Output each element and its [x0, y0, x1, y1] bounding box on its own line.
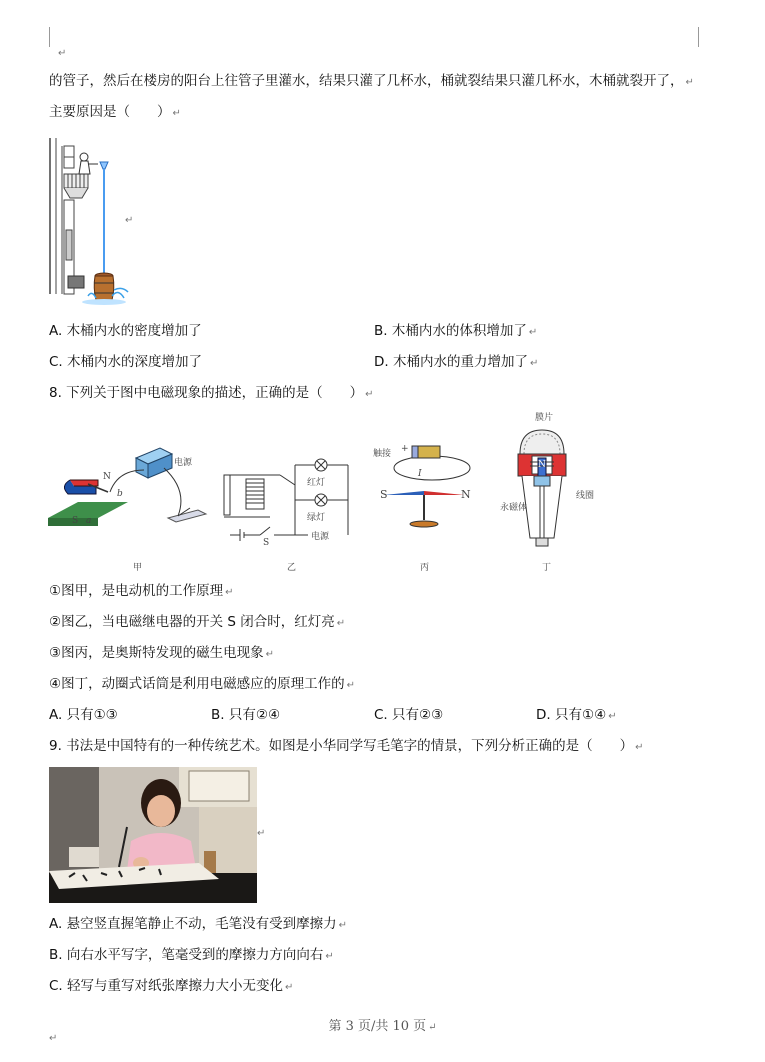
q8-stem-text: 8. 下列关于图中电磁现象的描述，正确的是（ ） — [49, 385, 364, 401]
return-mark: ↵ — [346, 680, 355, 691]
yi-label-green: 绿灯 — [307, 513, 326, 523]
q8-statement-4 — [49, 675, 355, 695]
q8-option-b[interactable] — [211, 706, 280, 724]
q7-line2: 主要原因是（ ） — [49, 104, 171, 120]
return-mark: ↵ — [125, 215, 134, 226]
q9-option-b-text: B. 向右水平写字，笔毫受到的摩擦力方向向右 — [49, 947, 324, 963]
q7-text-line1 — [49, 72, 694, 92]
figure-ding-svg — [510, 420, 575, 550]
q9-photo-calligraphy — [49, 767, 257, 903]
jia-label-N: N — [103, 472, 111, 482]
q7-figure-svg — [48, 136, 130, 306]
bing-label-plus: + — [401, 444, 409, 454]
q8-statement-4-text: ④图丁，动圈式话筒是利用电磁感应的原理工作的 — [49, 676, 345, 692]
q8-statement-3 — [49, 644, 274, 664]
return-mark: ↵ — [325, 951, 334, 962]
return-mark: ↵ — [338, 920, 347, 931]
q8-option-a-text: A. 只有①③ — [49, 707, 118, 723]
q8-option-b-text: B. 只有②④ — [211, 707, 281, 723]
q7-option-a-text: A. 木桶内水的密度增加了 — [49, 323, 202, 339]
q8-caption-bing: 丙 — [420, 563, 430, 573]
jia-label-power: 电源 — [174, 458, 193, 468]
return-mark: ↵ — [336, 618, 346, 629]
ding-label-magnet: 永磁体 — [500, 503, 528, 513]
q9-photo-svg — [49, 767, 257, 903]
crop-mark-right — [698, 27, 699, 47]
return-mark: ↵ — [49, 1033, 58, 1044]
q8-option-d-text: D. 只有①④ — [536, 707, 607, 723]
q8-option-a[interactable] — [49, 706, 118, 724]
q8-statement-1 — [49, 582, 234, 602]
page-footer — [0, 1015, 765, 1034]
q8-caption-jia: 甲 — [133, 563, 143, 573]
q9-option-c[interactable] — [49, 977, 293, 997]
figure-yi-svg — [220, 455, 350, 545]
q7-option-c[interactable] — [49, 353, 202, 371]
jia-label-S: S — [72, 516, 79, 526]
ding-label-film: 膜片 — [535, 413, 554, 423]
return-mark: ↵ — [608, 711, 617, 722]
q8-option-c[interactable] — [374, 706, 443, 724]
q8-option-c-text: C. 只有②③ — [374, 707, 444, 723]
q8-caption-ding: 丁 — [542, 563, 552, 573]
bing-label-I: I — [418, 469, 422, 479]
ding-label-coil: 线圈 — [576, 491, 595, 501]
jia-label-b: b — [117, 489, 123, 499]
q9-option-c-text: C. 轻写与重写对纸张摩擦力大小无变化 — [49, 978, 284, 994]
q7-option-a[interactable] — [49, 322, 202, 340]
return-mark: ↵ — [365, 389, 374, 400]
q8-statement-3-text: ③图丙，是奥斯特发现的磁生电现象 — [49, 645, 264, 661]
return-mark: ↵ — [635, 742, 644, 753]
q8-stem — [49, 384, 374, 404]
ding-label-n: N — [538, 460, 546, 470]
return-mark: ↵ — [257, 828, 266, 839]
q7-option-c-text: C. 木桶内水的深度增加了 — [49, 354, 203, 370]
return-mark: ↵ — [285, 982, 294, 993]
q7-figure-barrel-experiment — [48, 136, 130, 306]
q8-figure-yi — [220, 455, 350, 545]
return-mark: ↵ — [428, 1022, 437, 1033]
q7-option-d[interactable] — [374, 353, 538, 373]
yi-label-power: 电源 — [311, 532, 330, 542]
jia-label-a: a — [86, 516, 92, 526]
q9-stem — [49, 737, 644, 757]
q9-option-a-text: A. 悬空竖直握笔静止不动，毛笔没有受到摩擦力 — [49, 916, 337, 932]
q7-option-d-text: D. 木桶内水的重力增加了 — [374, 354, 528, 370]
q8-option-d[interactable] — [536, 706, 617, 726]
page-number: 第 3 页/共 10 页 — [328, 1019, 427, 1034]
yi-label-red: 红灯 — [307, 478, 326, 488]
q8-figure-ding — [510, 420, 575, 550]
q8-statement-2-text: ②图乙，当电磁继电器的开关 S 闭合时，红灯亮 — [49, 614, 335, 630]
return-mark: ↵ — [528, 327, 538, 338]
q9-stem-text: 9. 书法是中国特有的一种传统艺术。如图是小华同学写毛笔字的情景，下列分析正确的是（ ） — [49, 738, 634, 754]
return-mark: ↵ — [685, 77, 694, 88]
return-mark: ↵ — [172, 108, 181, 119]
q9-option-b[interactable] — [49, 946, 334, 966]
q8-caption-yi: 乙 — [287, 563, 297, 573]
crop-mark-left — [49, 27, 50, 47]
return-mark: ↵ — [58, 48, 67, 59]
q9-option-a[interactable] — [49, 915, 347, 935]
q8-statement-2 — [49, 613, 345, 633]
return-mark: ↵ — [529, 358, 539, 369]
q7-option-b[interactable] — [374, 322, 537, 342]
bing-label-N: N — [461, 488, 471, 501]
return-mark: ↵ — [225, 587, 234, 598]
q7-text-line2 — [49, 103, 181, 123]
bing-label-touch: 触接 — [373, 449, 392, 459]
q7-option-b-text: B. 木桶内水的体积增加了 — [374, 323, 527, 339]
bing-label-S: S — [380, 488, 388, 501]
q8-statement-1-text: ①图甲，是电动机的工作原理 — [49, 583, 224, 599]
q7-line1: 的管子，然后在楼房的阳台上往管子里灌水，结果只灌了几杯水，桶就裂结果只灌几杯水，木桶就裂开了， — [49, 73, 684, 89]
yi-label-S: S — [263, 538, 270, 548]
return-mark: ↵ — [265, 649, 274, 660]
